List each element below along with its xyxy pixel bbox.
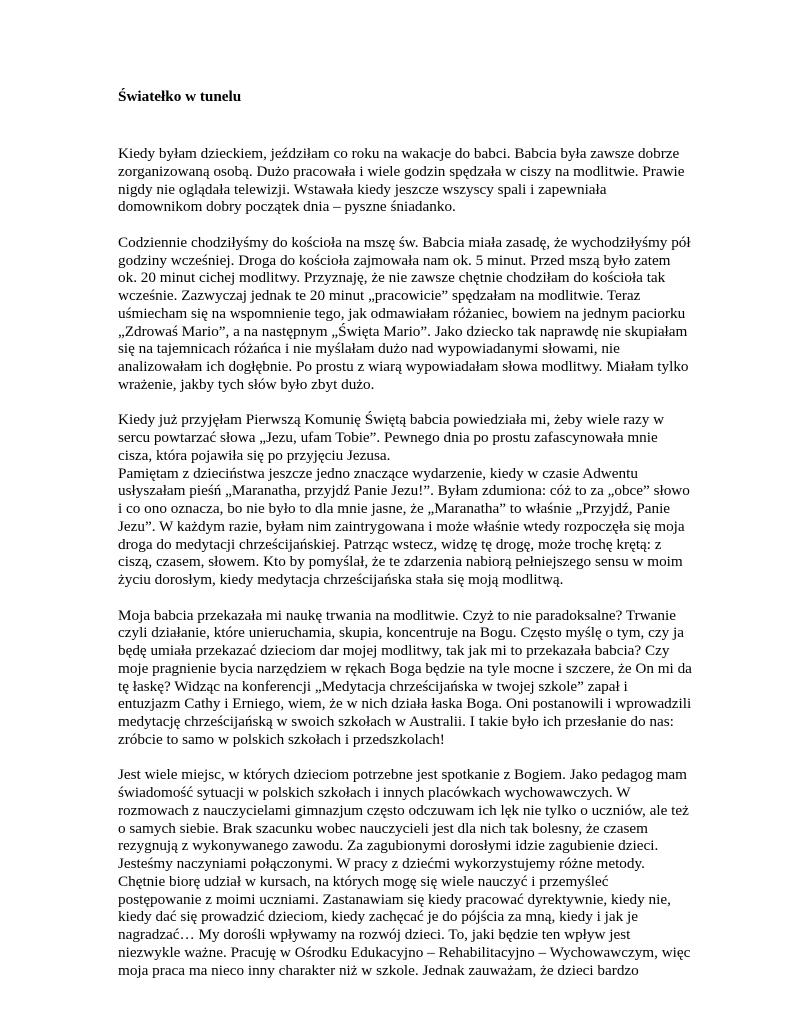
paragraph-spacer <box>118 589 678 607</box>
text-line: Moja babcia przekazała mi naukę trwania na modlitwie. Czyż to nie paradoksalne? Trwanie <box>118 606 676 624</box>
paragraph <box>118 606 692 749</box>
text-line: się na tajemnicach różańca i nie myślałam dużo nad wypowiadanymi słowami, nie <box>118 340 620 358</box>
text-line: uśmiecham się na wspomnienie tego, jak odmawiałam różaniec, bowiem na jednym paciorku <box>118 304 686 322</box>
text-line: medytację chrześcijańską w swoich szkołach w Australii. I takie było ich przesłanie do nas: <box>118 713 674 730</box>
text-line: ciszą, czasem, słowem. Kto by pomyślał, że te zdarzenia nabiorą pełniejszego sensu w moim <box>118 553 683 571</box>
text-line: droga do medytacji chrześcijańskiej. Patrząc wstecz, widzę tę drogę, może trochę krętą: z <box>118 535 662 553</box>
text-line: Pamiętam z dzieciństwa jeszcze jedno znaczące wydarzenie, kiedy w czasie Adwentu <box>118 464 638 482</box>
text-line: cisza, która pojawiła się po przyjęciu Jezusa. <box>118 446 391 464</box>
paragraph-spacer <box>118 394 678 412</box>
document-body <box>118 145 692 979</box>
text-line: kiedy dać się prowadzić dzieciom, kiedy zachęcać je do pójścia za mną, kiedy i jak je <box>118 908 638 926</box>
title-spacer <box>118 106 678 145</box>
text-line: rozmowach z nauczycielami gimnazjum często odczuwam ich lęk nie tylko o uczniów, ale też <box>118 801 689 819</box>
paragraph <box>118 766 691 979</box>
text-line: ok. 20 minut cichej modlitwy. Przyznaję, że nie zawsze chętnie chodziłam do kościoła tak <box>118 269 666 287</box>
paragraph-spacer <box>118 216 678 234</box>
text-line: czyli działanie, które unieruchamia, skupia, koncentruje na Bogu. Często myślę o tym, czy ja <box>118 624 684 642</box>
document-page <box>118 88 692 979</box>
text-line: wcześnie. Zazwyczaj jednak te 20 minut „pracowicie” spędzałam na modlitwie. Teraz <box>118 287 641 304</box>
document-title: Światełko w tunelu <box>118 88 242 105</box>
text-line: „Zdrowaś Mario”, a na następnym „Święta Mario”. Jako dziecko tak naprawdę nie skupiałam <box>118 322 688 340</box>
text-line: tę łaskę? Widząc na konferencji „Medytacja chrześcijańska w twojej szkole” zapał i <box>118 677 628 695</box>
text-line: zorganizowaną osobą. Dużo pracowała i wiele godzin spędzała w ciszy na modlitwie. Prawie <box>118 162 685 180</box>
text-line: usłyszałam pieśń „Maranatha, przyjdź Panie Jezu!”. Byłam zdumiona: cóż to za „obce” słowo <box>118 482 690 500</box>
text-line: Codziennie chodziłyśmy do kościoła na mszę św. Babcia miała zasadę, że wychodziłyśmy pół <box>118 233 691 251</box>
paragraph <box>118 145 685 216</box>
text-line: i co ono oznacza, bo nie było to dla mnie jasne, że „Maranatha” to właśnie „Przyjdź, Panie <box>118 500 671 517</box>
text-line: moje pragnienie bycia narzędziem w rękach Boga będzie na tyle mocne i szczere, że On mi da <box>118 659 692 677</box>
text-line: Kiedy byłam dzieckiem, jeździłam co roku na wakacje do babci. Babcia była zawsze dobrze <box>118 145 680 162</box>
text-line: domownikom dobry początek dnia – pyszne śniadanko. <box>118 198 456 216</box>
text-line: zróbcie to samo w polskich szkołach i przedszkolach! <box>118 730 445 748</box>
text-line: sercu powtarzać słowa „Jezu, ufam Tobie”. Pewnego dnia po prostu zafascynowała mnie <box>118 429 658 446</box>
text-line: niezwykle ważne. Pracuję w Ośrodku Edukacyjno – Rehabilitacyjno – Wychowawczym, więc <box>118 943 691 961</box>
text-line: nagradzać… My dorośli wpływamy na rozwój dzieci. To, jaki będzie ten wpływ jest <box>118 926 631 943</box>
paragraph-spacer <box>118 749 678 767</box>
text-line: świadomość sytuacji w polskich szkołach i innych placówkach wychowawczych. W <box>118 784 631 801</box>
paragraph <box>118 233 691 394</box>
text-line: wrażenie, jakby tych słów było zbyt dużo. <box>118 375 375 393</box>
paragraph <box>118 411 690 589</box>
text-line: będę umiała przekazać dzieciom dar mojej modlitwy, tak jak mi to przekazała babcia? Czy <box>118 642 670 659</box>
text-line: Jesteśmy naczyniami połączonymi. W pracy z dziećmi wykorzystujemy różne metody. <box>118 855 645 872</box>
text-line: nigdy nie oglądała telewizji. Wstawała kiedy jeszcze wszyscy spali i zapewniała <box>118 180 607 198</box>
text-line: Jest wiele miejsc, w których dzieciom potrzebne jest spotkanie z Bogiem. Jako pedagog mam <box>118 766 687 784</box>
text-line: godziny wcześniej. Droga do kościoła zajmowała nam ok. 5 minut. Przed mszą było zatem <box>118 251 671 269</box>
text-line: analizowałam ich dogłębnie. Po prostu z wiarą wypowiadałam słowa modlitwy. Miałam tylko <box>118 358 689 375</box>
text-line: Kiedy już przyjęłam Pierwszą Komunię Świętą babcia powiedziała mi, żeby wiele razy w <box>118 411 665 429</box>
text-line: Jezu”. W każdym razie, byłam nim zaintrygowana i może właśnie wtedy rozpoczęła się moja <box>118 517 685 535</box>
text-line: życiu dorosłym, kiedy medytacja chrześcijańska stała się moją modlitwą. <box>118 571 564 588</box>
text-line: Chętnie biorę udział w kursach, na których mogę się wiele nauczyć i przemyśleć <box>118 872 609 890</box>
text-line: rezygnują z wykonywanego zawodu. Za zagubionymi dorosłymi idzie zagubienie dzieci. <box>118 837 659 855</box>
text-line: postępowanie z moimi uczniami. Zastanawiam się kiedy pracować dyrektywnie, kiedy nie, <box>118 890 671 908</box>
text-line: o samych siebie. Brak szacunku wobec nauczycieli jest dla nich tak bolesny, że czasem <box>118 819 648 837</box>
text-line: entuzjazm Cathy i Erniego, wiem, że w nich działa łaska Boga. Oni postanowili i wprowadzili <box>118 695 692 713</box>
text-line: moja praca ma nieco inny charakter niż w szkole. Jednak zauważam, że dzieci bardzo <box>118 961 639 979</box>
